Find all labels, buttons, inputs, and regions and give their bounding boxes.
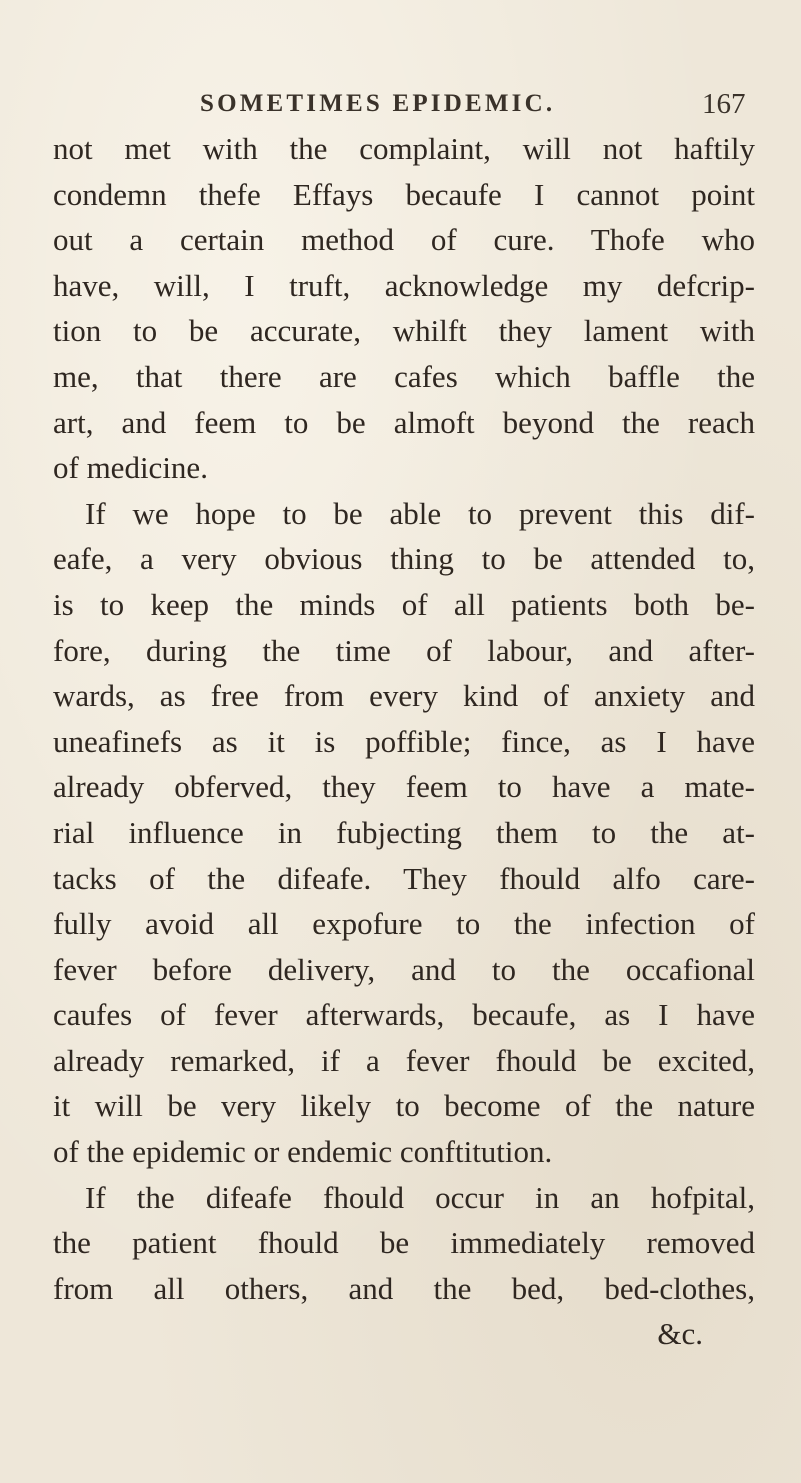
text-line: from all others, and the bed, bed-clothes, <box>53 1270 755 1306</box>
paragraph-start-line: If the difeafe fhould occur in an hofpital, <box>85 1179 755 1215</box>
text-line: not met with the complaint, will not haftily <box>53 131 755 166</box>
body-text <box>53 126 755 1357</box>
catchword: &c. <box>657 1316 703 1352</box>
running-head: SOMETIMES EPIDEMIC. <box>200 90 556 117</box>
page-header <box>0 88 801 128</box>
text-line: caufes of fever afterwards, becaufe, as I have <box>53 997 755 1033</box>
text-line: eafe, a very obvious thing to be attended to, <box>53 541 755 577</box>
text-line: is to keep the minds of all patients both be- <box>53 586 755 622</box>
page-number: 167 <box>702 88 746 120</box>
text-line: fever before delivery, and to the occafional <box>53 951 755 987</box>
text-line: wards, as free from every kind of anxiety and <box>53 678 755 714</box>
text-line: me, that there are cafes which baffle the <box>53 358 755 394</box>
text-line: fore, during the time of labour, and after- <box>53 632 755 668</box>
paragraph-start-line: If we hope to be able to prevent this dif- <box>85 495 755 531</box>
text-line: uneafinefs as it is poffible; fince, as I have <box>53 723 755 759</box>
text-line: condemn thefe Effays becaufe I cannot point <box>53 176 755 212</box>
text-line: the patient fhould be immediately removed <box>53 1225 755 1261</box>
text-line: have, will, I truft, acknowledge my defcrip- <box>53 267 755 303</box>
text-line: already obferved, they feem to have a mate- <box>53 769 755 805</box>
text-line: art, and feem to be almoft beyond the reach <box>53 404 755 440</box>
text-line: out a certain method of cure. Thofe who <box>53 222 755 258</box>
text-line: fully avoid all expofure to the infection of <box>53 906 755 942</box>
text-line: it will be very likely to become of the nature <box>53 1088 755 1124</box>
text-line: already remarked, if a fever fhould be excited, <box>53 1042 755 1078</box>
text-line: of the epidemic or endemic conftitution. <box>53 1134 553 1170</box>
text-line: of medicine. <box>53 450 208 486</box>
text-line: rial influence in fubjecting them to the at- <box>53 814 755 850</box>
text-line: tacks of the difeafe. They fhould alfo care- <box>53 860 755 896</box>
text-line: tion to be accurate, whilft they lament with <box>53 313 755 349</box>
